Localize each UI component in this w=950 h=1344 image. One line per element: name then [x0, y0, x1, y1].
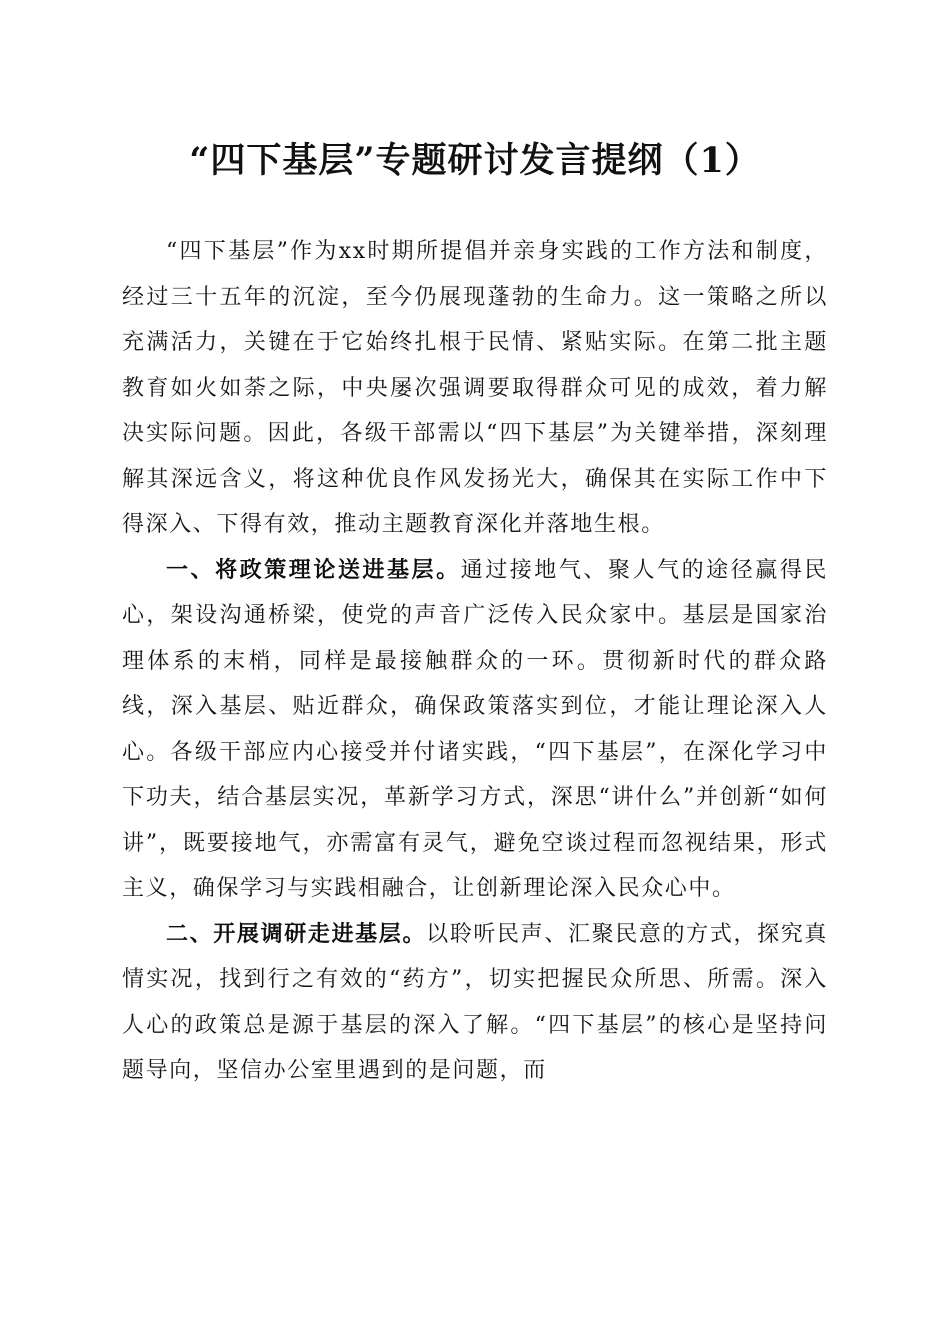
- intro-paragraph-text: “四下基层”作为xx时期所提倡并亲身实践的工作方法和制度，经过三十五年的沉淀，至今仍展现蓬勃的生命力。这一策略之所以充满活力，关键在于它始终扎根于民情、紧贴实际。在第二批主题教育如火如荼之际，中央屡次强调要取得群众可见的成效，着力解决实际问题。因此，各级干部需以“四下基层”为关键举措，深刻理解其深远含义，将这种优良作风发扬光大，确保其在实际工作中下得深入、下得有效，推动主题教育深化并落地生根。: [122, 239, 828, 537]
- section-two-paragraph: [122, 912, 828, 1094]
- document-title: “四下基层”专题研讨发言提纲（1）: [189, 140, 761, 181]
- section-two-heading: 二、开展调研走进基层。: [166, 921, 427, 947]
- document-body: [122, 229, 828, 1094]
- section-one-text: 通过接地气、聚人气的途径赢得民心，架设沟通桥梁，使党的声音广泛传入民众家中。基层是国家治理体系的末梢，同样是最接触群众的一环。贯彻新时代的群众路线，深入基层、贴近群众，确保政策落实到位，才能让理论深入人心。各级干部应内心接受并付诸实践，“四下基层”，在深化学习中下功夫，结合基层实况，革新学习方式，深思“讲什么”并创新“如何讲”，既要接地气，亦需富有灵气，避免空谈过程而忽视结果，形式主义，确保学习与实践相融合，让创新理论深入民众心中。: [122, 557, 828, 901]
- section-two-text: 以聆听民声、汇聚民意的方式，探究真情实况，找到行之有效的“药方”，切实把握民众所思、所需。深入人心的政策总是源于基层的深入了解。“四下基层”的核心是坚持问题导向，坚信办公室里遇到的是问题，而: [122, 921, 828, 1083]
- section-one-heading: 一、将政策理论送进基层。: [166, 557, 461, 583]
- section-one-paragraph: [122, 548, 828, 912]
- intro-paragraph: [122, 229, 828, 548]
